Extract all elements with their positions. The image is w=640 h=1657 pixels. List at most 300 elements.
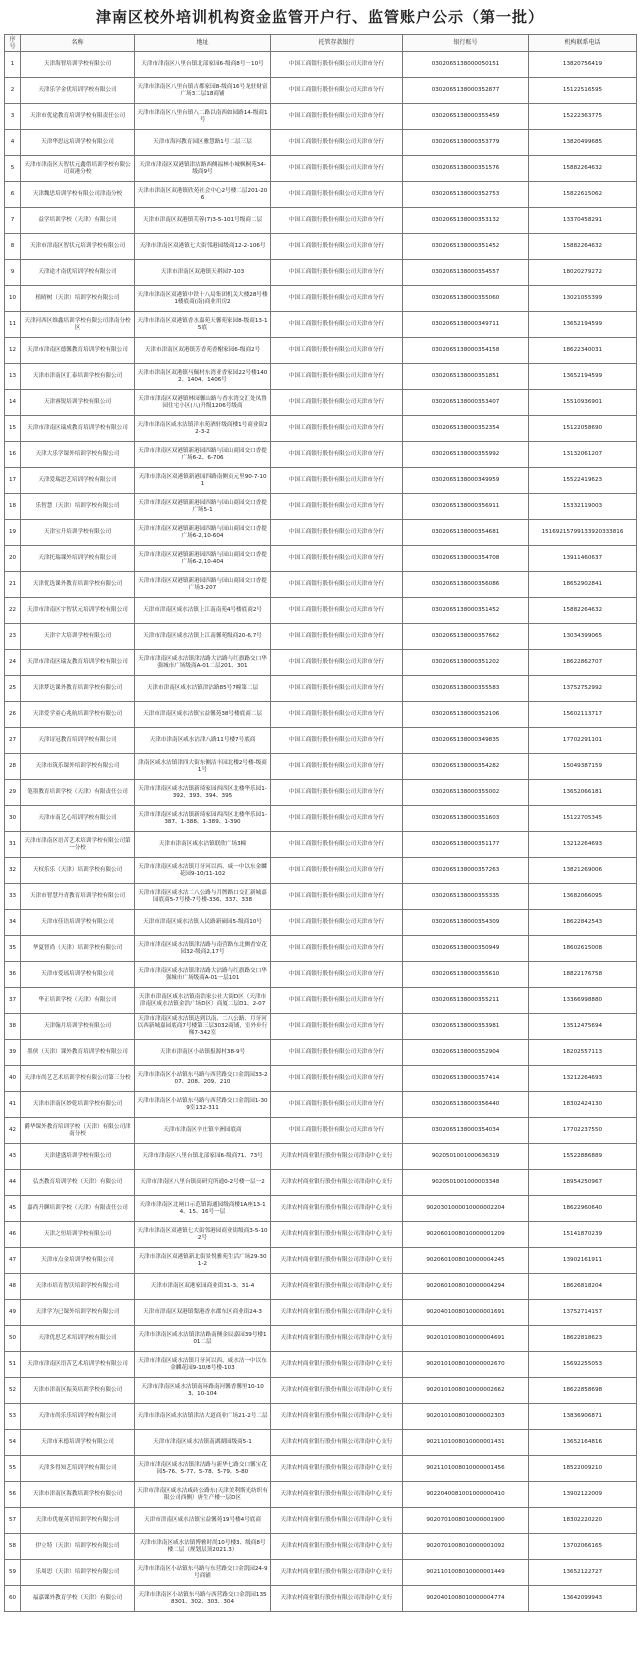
cell-name: 天津市爱瑶培训学校有限公司 [21,962,135,988]
cell-index: 23 [5,624,21,650]
cell-index: 46 [5,1222,21,1248]
cell-index: 52 [5,1378,21,1404]
table-row [5,520,637,546]
cell-name: 天津市津南区汇泰培训学校有限公司 [21,364,135,390]
cell-bank: 中国工商银行股份有限公司天津市分行 [271,1014,403,1040]
cell-address: 天津市津南区双港镇芙蓉(7)3-5-101号级商二层 [135,208,271,234]
cell-account: 0302065138000354557 [403,260,529,286]
cell-name: 天津市津南区海教培训学校有限公司 [21,1482,135,1508]
cell-phone: 13652194599 [529,312,637,338]
cell-account: 0302065138000350949 [403,936,529,962]
cell-bank: 中国工商银行股份有限公司天津市分行 [271,780,403,806]
cell-phone: 13370458291 [529,208,637,234]
cell-account: 9022040081001000000410 [403,1482,529,1508]
cell-name: 天津市智慧丹青教育培训学校有限公司 [21,884,135,910]
cell-address: 天津市津南区咸水沽镇南湖湖园级商5-1 [135,1430,271,1456]
cell-address: 天津市津南区咸水沽津八路11号楼7号底商 [135,728,271,754]
cell-name: 伊立特（天津）培训学校有限公司 [21,1534,135,1560]
cell-phone: 18202557113 [529,1040,637,1066]
cell-name: 天津之恒培训学校有限公司 [21,1222,135,1248]
cell-address: 天津市津南区双港镇新港园四路与园山商园交口香提广场5-1 [135,494,271,520]
cell-account: 0302065138000352904 [403,1040,529,1066]
cell-account: 9020101008010000002670 [403,1352,529,1378]
table-row [5,624,637,650]
cell-bank: 中国工商银行股份有限公司天津市分行 [271,1092,403,1118]
cell-name: 乐智慧（天津）培训学校有限公司 [21,494,135,520]
cell-account: 0302065138000354309 [403,910,529,936]
table-row [5,364,637,390]
cell-account: 9020701008010000001900 [403,1508,529,1534]
cell-address: 天津市津南区双港镇七大街邻港园级商12-2-106号 [135,234,271,260]
table-row [5,1274,637,1300]
cell-address: 天津市津南区咸水沽二八公路与月牌路口交汇新城嘉园底商5-7号楼-7号楼-336、337、338 [135,884,271,910]
table-row [5,650,637,676]
cell-index: 55 [5,1456,21,1482]
table-row [5,1248,637,1274]
cell-account: 0302065138000357263 [403,858,529,884]
cell-account: 0302065138000351177 [403,832,529,858]
cell-address: 天津市津南区咸水沽镇津沽路大沽路与红旗路交口华强城市广场级商A-01二层201、301 [135,650,271,676]
cell-bank: 天津农村商业银行股份有限公司津南中心支行 [271,1404,403,1430]
cell-address: 天津市津南区八里台镇八二路以南西如园路14-级商1号 [135,104,271,130]
cell-index: 54 [5,1430,21,1456]
cell-account: 9020601008010000004294 [403,1274,529,1300]
cell-name: 天津魏思培训学校有限公司津南分校 [21,182,135,208]
table-row [5,208,637,234]
cell-index: 40 [5,1066,21,1092]
cell-address: 天津市津南区八里台镇吉都家园8-级商16号龙驻财富广场3二层18商铺 [135,78,271,104]
cell-phone: 15049387159 [529,754,637,780]
table-row [5,312,637,338]
cell-phone: 18302220220 [529,1508,637,1534]
cell-address: 天津市津南区小站镇东马路与东营路交口金凯园24-9号商铺 [135,1560,271,1586]
cell-account: 9020501001000003348 [403,1170,529,1196]
cell-index: 59 [5,1560,21,1586]
cell-bank: 中国工商银行股份有限公司天津市分行 [271,312,403,338]
cell-account: 0302065138000356086 [403,572,529,598]
cell-address: 天津市津南区双港镇新北街景悦雅苑生活广场29-301-2 [135,1248,271,1274]
cell-bank: 中国工商银行股份有限公司天津市分行 [271,520,403,546]
table-row [5,806,637,832]
cell-bank: 天津农村商业银行股份有限公司津南中心支行 [271,1508,403,1534]
cell-index: 2 [5,78,21,104]
cell-name: 天津市优视英语培训学校有限公司 [21,1508,135,1534]
table-row [5,1196,637,1222]
cell-name: 笔墨教育培训学校（天津）有限责任公司 [21,780,135,806]
cell-phone: 15882264632 [529,598,637,624]
cell-account: 0302065138000351851 [403,364,529,390]
cell-index: 29 [5,780,21,806]
cell-address: 天津市津南区小站镇东马路与西营路交口金凯园33-207、208、209、210 [135,1066,271,1092]
cell-name: 爵华课外教育培训学校（天津）有限公司津南分校 [21,1118,135,1144]
table-row [5,1430,637,1456]
table-row [5,832,637,858]
cell-bank: 中国工商银行股份有限公司天津市分行 [271,988,403,1014]
cell-name: 天津诗冠教育培训学校有限公司 [21,728,135,754]
table-row [5,1040,637,1066]
cell-address: 天津市津南区八里台镇北部家园6-级商8号－10号 [135,52,271,78]
cell-address: 天津市津南区小站镇东马路与西营路交口金凯园1-309室132-311 [135,1092,271,1118]
table-row [5,1300,637,1326]
cell-address: 天津市津南区双港镇香水嘉苑天馨苑家园8-级商13-15底 [135,312,271,338]
cell-name: 天津海智培训学校有限公司 [21,52,135,78]
cell-index: 28 [5,754,21,780]
cell-index: 47 [5,1248,21,1274]
cell-phone: 15122705345 [529,806,637,832]
cell-address: 天津市津南区咸水沽镇人民路新硕园5-级商10号 [135,910,271,936]
cell-bank: 中国工商银行股份有限公司天津市分行 [271,416,403,442]
table-row [5,156,637,182]
cell-name: 华夏智尚（天津）培训学校有限公司 [21,936,135,962]
cell-account: 0302065138000349835 [403,728,529,754]
cell-bank: 中国工商银行股份有限公司天津市分行 [271,1066,403,1092]
header-account: 银行账号 [403,35,529,52]
table-row [5,1144,637,1170]
cell-index: 15 [5,416,21,442]
cell-phone: 13752752992 [529,676,637,702]
cell-account: 9021101008010000001449 [403,1560,529,1586]
cell-bank: 天津农村商业银行股份有限公司津南中心支行 [271,1352,403,1378]
cell-account: 0302065138000355610 [403,962,529,988]
cell-address: 天津市津南区辛庄镇辛洲园底商 [135,1118,271,1144]
cell-index: 58 [5,1534,21,1560]
cell-bank: 中国工商银行股份有限公司天津市分行 [271,338,403,364]
cell-account: 0302065138000354681 [403,520,529,546]
table-row [5,104,637,130]
cell-name: 天津建盛培训学校有限公司 [21,1144,135,1170]
header-index: 序号 [5,35,21,52]
cell-phone: 13652164816 [529,1430,637,1456]
cell-bank: 天津农村商业银行股份有限公司津南中心支行 [271,1560,403,1586]
cell-address: 天津市津南区八里台镇北部家园6-级商71、73号 [135,1144,271,1170]
cell-phone: 13821269006 [529,858,637,884]
cell-address: 天津市津南区咸水沽镇津沽路与南营路东北侧香安花园32-级商2,17号 [135,936,271,962]
cell-address: 天津市津南区小站镇东马路与西营路交口金凯园1358301、302、303、304 [135,1586,271,1612]
table-row [5,598,637,624]
cell-phone: 15602113717 [529,702,637,728]
cell-address: 天津市津南区咸水沽镇月牙河以西、咸一中以东金麟花园9-10/11-102 [135,858,271,884]
header-address: 地址 [135,35,271,52]
cell-phone: 13682066095 [529,884,637,910]
cell-address: 天津市津南区咸水沽镇达到以南、二八公路、月牙河以西新城嘉园底商7号楼第三层3032商铺，室外步行梯7-342室 [135,1014,271,1040]
table-row [5,52,637,78]
cell-account: 0302065138000351452 [403,598,529,624]
cell-account: 0302065138000356911 [403,494,529,520]
cell-account: 0302065138000355211 [403,988,529,1014]
cell-bank: 中国工商银行股份有限公司天津市分行 [271,130,403,156]
cell-phone: 13652122727 [529,1560,637,1586]
cell-index: 22 [5,598,21,624]
cell-address: 天津市津南区咸水沽镇津沽路大沽路与红旗路交口华强城市广场级商A-01一层101 [135,962,271,988]
cell-bank: 天津农村商业银行股份有限公司津南中心支行 [271,1170,403,1196]
cell-phone: 13132061207 [529,442,637,468]
cell-index: 3 [5,104,21,130]
cell-index: 53 [5,1404,21,1430]
cell-phone: 15122516595 [529,78,637,104]
cell-index: 60 [5,1586,21,1612]
cell-index: 42 [5,1118,21,1144]
cell-bank: 中国工商银行股份有限公司天津市分行 [271,728,403,754]
table-row [5,1404,637,1430]
cell-index: 20 [5,546,21,572]
cell-name: 天津途才南优培训学校有限公司 [21,260,135,286]
cell-bank: 中国工商银行股份有限公司天津市分行 [271,260,403,286]
cell-account: 9021101008010000001431 [403,1430,529,1456]
cell-name: 天津市津南区振英培训学校有限公司 [21,1378,135,1404]
cell-account: 0302065138000352753 [403,182,529,208]
cell-index: 39 [5,1040,21,1066]
cell-name: 天津多得知艺培训学校有限公司 [21,1456,135,1482]
cell-phone: 17702291101 [529,728,637,754]
cell-account: 0302065138000351452 [403,234,529,260]
cell-bank: 中国工商银行股份有限公司天津市分行 [271,676,403,702]
cell-index: 41 [5,1092,21,1118]
cell-bank: 天津农村商业银行股份有限公司津南中心支行 [271,1586,403,1612]
cell-bank: 中国工商银行股份有限公司天津市分行 [271,1118,403,1144]
cell-index: 24 [5,650,21,676]
table-row [5,1508,637,1534]
table-row [5,338,637,364]
cell-phone: 15122058690 [529,416,637,442]
table-header-row [5,35,637,52]
table-row [5,572,637,598]
cell-address: 天津市津南区双港镇新港园四路南侧贡元里90-7-101 [135,468,271,494]
table-row [5,182,637,208]
header-bank: 托管存款银行 [271,35,403,52]
cell-bank: 中国工商银行股份有限公司天津市分行 [271,494,403,520]
cell-account: 0302065138000050151 [403,52,529,78]
cell-phone: 18652902841 [529,572,637,598]
cell-account: 0302065138000351603 [403,806,529,832]
cell-index: 31 [5,832,21,858]
cell-bank: 中国工商银行股份有限公司天津市分行 [271,104,403,130]
cell-name: 益学培训学校（天津）有限公司 [21,208,135,234]
cell-phone: 18622340031 [529,338,637,364]
cell-index: 8 [5,234,21,260]
cell-account: 9020501001000636319 [403,1144,529,1170]
cell-phone: 15692255053 [529,1352,637,1378]
cell-phone: 13512475694 [529,1014,637,1040]
cell-index: 56 [5,1482,21,1508]
cell-address: 天津市津南区双港镇天祺园7-103 [135,260,271,286]
cell-account: 9020101008010000002662 [403,1378,529,1404]
cell-index: 9 [5,260,21,286]
cell-phone: 18622862707 [529,650,637,676]
cell-address: 天津市津南区咸水沽镇津沽路南侧金辰嘉园39号楼101二层 [135,1326,271,1352]
cell-name: 弘杰教育培训学校（天津）有限公司 [21,1170,135,1196]
cell-address: 天津市津南区双港镇林园馨山路与香水湾交汇处凤鲁园住宅小区(八)升级1206号级商 [135,390,271,416]
cell-phone: 18602615008 [529,936,637,962]
cell-index: 32 [5,858,21,884]
cell-bank: 天津农村商业银行股份有限公司津南中心支行 [271,1534,403,1560]
cell-phone: 13212264693 [529,1066,637,1092]
cell-phone: 15882264632 [529,234,637,260]
cell-address: 天津市津南区双港镇梨港香水郡东区商业街24-3 [135,1300,271,1326]
cell-name: 华正培训学校（天津）有限公司 [21,988,135,1014]
cell-index: 38 [5,1014,21,1040]
cell-phone: 13911460637 [529,546,637,572]
table-row [5,78,637,104]
cell-name: 天津市南艺心培训学校有限公司 [21,806,135,832]
table-row [5,1534,637,1560]
cell-index: 37 [5,988,21,1014]
cell-bank: 中国工商银行股份有限公司天津市分行 [271,78,403,104]
cell-address: 天津市津南区咸水沽镇新琦家园西四区北楼华乐园1-387、1-388、1-389、1-390 [135,806,271,832]
cell-address: 天津市津南区咸水沽镇宝益馨苑38号楼底商二层 [135,702,271,728]
cell-name: 乐周思（天津）培训学校有限公司 [21,1560,135,1586]
cell-bank: 中国工商银行股份有限公司天津市分行 [271,468,403,494]
table-row [5,702,637,728]
table-row [5,416,637,442]
table-row [5,780,637,806]
cell-account: 0302065138000354708 [403,546,529,572]
cell-account: 9021101008010000001456 [403,1456,529,1482]
cell-name: 天津优选课外教育培训学校有限公司 [21,572,135,598]
table-row [5,468,637,494]
cell-name: 天津睿锐培训学校有限公司 [21,390,135,416]
cell-address: 天津市津南区小站镇报源村38-9号 [135,1040,271,1066]
cell-address: 天津市津南区咸水沽镇博雅时尚10号楼3、级商8号楼二层（规划层顶2021.3） [135,1534,271,1560]
cell-address: 天津市津南区咸水沽镇南浩家公社大街D区（天津市津南区咸水沽镇金浩广场D区）商厦二层D1、2-07 [135,988,271,1014]
cell-phone: 15522886889 [529,1144,637,1170]
cell-bank: 中国工商银行股份有限公司天津市分行 [271,910,403,936]
cell-index: 17 [5,468,21,494]
cell-name: 天津市培育智沃培训学校有限公司 [21,1274,135,1300]
cell-account: 9020401008010000004774 [403,1586,529,1612]
table-row [5,936,637,962]
cell-index: 13 [5,364,21,390]
cell-bank: 中国工商银行股份有限公司天津市分行 [271,572,403,598]
cell-phone: 15822615062 [529,182,637,208]
cell-name: 天津优思艺术培训学校有限公司 [21,1326,135,1352]
cell-address: 津南区咸水沽镇津四大街东侧洁丰园北楼2号楼-级商1号 [135,754,271,780]
cell-index: 26 [5,702,21,728]
cell-account: 0302065138000355002 [403,780,529,806]
cell-phone: 15510936901 [529,390,637,416]
cell-address: 天津市津南区双港镇新港园四路与园山商园交口香提广场6-2,10-404 [135,546,271,572]
cell-bank: 中国工商银行股份有限公司天津市分行 [271,754,403,780]
cell-name: 福嘉课外教育学校（天津）有限公司 [21,1586,135,1612]
cell-bank: 中国工商银行股份有限公司天津市分行 [271,364,403,390]
cell-bank: 天津农村商业银行股份有限公司津南中心支行 [271,1378,403,1404]
cell-name: 墨侠（天津）课外教育培训学校有限公司 [21,1040,135,1066]
cell-phone: 18626818204 [529,1274,637,1300]
table-row [5,1014,637,1040]
cell-index: 43 [5,1144,21,1170]
table-row [5,754,637,780]
cell-account: 0302065138000349711 [403,312,529,338]
cell-name: 天津市禾德培训学校有限公司 [21,1430,135,1456]
cell-phone: 13836906871 [529,1404,637,1430]
cell-index: 34 [5,910,21,936]
cell-phone: 13642099943 [529,1586,637,1612]
cell-phone: 13902161911 [529,1248,637,1274]
cell-name: 天津市津南区天智状元鑫借培训学校有限公司双港分校 [21,156,135,182]
cell-name: 天权乐乐（天津）培训学校有限公司 [21,858,135,884]
cell-address: 天津市津南区八里台镇高研究所通0-2号楼一层一2 [135,1170,271,1196]
cell-name: 天津市津南区瑞友教育培训学校有限公司 [21,650,135,676]
cell-index: 57 [5,1508,21,1534]
cell-index: 48 [5,1274,21,1300]
cell-bank: 天津农村商业银行股份有限公司津南中心支行 [271,1144,403,1170]
cell-bank: 天津农村商业银行股份有限公司津南中心支行 [271,1222,403,1248]
table-row [5,1118,637,1144]
cell-phone: 13902122009 [529,1482,637,1508]
cell-index: 35 [5,936,21,962]
cell-phone: 15141870239 [529,1222,637,1248]
cell-address: 天津市津南区双港镇欣苑社会中心2号楼二层201-206 [135,182,271,208]
cell-phone: 13021055399 [529,286,637,312]
cell-bank: 天津农村商业银行股份有限公司津南中心支行 [271,1326,403,1352]
cell-bank: 中国工商银行股份有限公司天津市分行 [271,962,403,988]
cell-name: 天津宇大培训学校有限公司 [21,624,135,650]
cell-bank: 天津农村商业银行股份有限公司津南中心支行 [271,1248,403,1274]
cell-address: 天津市津南区双港镇新港园四路与园山商园交口香提广场3-207 [135,572,271,598]
cell-account: 9020601008010000001209 [403,1222,529,1248]
cell-account: 9020401008010000001691 [403,1300,529,1326]
cell-phone: 18822176758 [529,962,637,988]
cell-phone: 15522419623 [529,468,637,494]
cell-phone: 13652194599 [529,364,637,390]
cell-phone: 13752714157 [529,1300,637,1326]
cell-name: 天津市津南区妙乾培训学校有限公司 [21,1092,135,1118]
cell-index: 14 [5,390,21,416]
cell-index: 19 [5,520,21,546]
cell-address: 天津市津南区双港镇芳香苑香榭家园6-级商2号 [135,338,271,364]
cell-bank: 中国工商银行股份有限公司天津市分行 [271,650,403,676]
cell-bank: 中国工商银行股份有限公司天津市分行 [271,208,403,234]
cell-address: 天津市津南区咸水沽镇新琦家园西四区北楼华乐园1-392、393、394、395 [135,780,271,806]
cell-account: 0302065138000357662 [403,624,529,650]
table-row [5,728,637,754]
cell-address: 天津市津南区双港家园商业街31-3、31-4 [135,1274,271,1300]
cell-phone: 13820756419 [529,52,637,78]
cell-name: 天津市优途教育培训学校有限责任公司 [21,104,135,130]
cell-name: 天津大乐学课外培训学校有限公司 [21,442,135,468]
cell-name: 天津市尚乐乐培训学校有限公司 [21,1404,135,1430]
cell-name: 天津市津南区宇智状元培训学校有限公司 [21,598,135,624]
cell-bank: 中国工商银行股份有限公司天津市分行 [271,182,403,208]
cell-phone: 15169215799133920333816 [529,520,637,546]
cell-address: 天津市津南区咸水沽镇洋水苑酒轩级商楼1号商业街22-3-2 [135,416,271,442]
cell-bank: 中国工商银行股份有限公司天津市分行 [271,390,403,416]
cell-index: 11 [5,312,21,338]
cell-name: 天津学为已课外培训学校有限公司 [21,1300,135,1326]
cell-name: 天津市津南区语苦艺术培训学校有限公司 [21,1352,135,1378]
cell-bank: 中国工商银行股份有限公司天津市分行 [271,624,403,650]
cell-account: 0302065138000355060 [403,286,529,312]
cell-address: 天津市津南区双港镇马佩村东湾亚香家园22号楼1402、1404、1406号 [135,364,271,390]
table-body [5,52,637,1612]
cell-index: 10 [5,286,21,312]
cell-phone: 18622842543 [529,910,637,936]
cell-bank: 中国工商银行股份有限公司天津市分行 [271,884,403,910]
cell-name: 植晴树（天津）培训学校有限公司 [21,286,135,312]
cell-phone: 18020279272 [529,260,637,286]
cell-bank: 天津农村商业银行股份有限公司津南中心支行 [271,1456,403,1482]
cell-name: 天津市筑乐课外培训学校有限公司 [21,754,135,780]
cell-account: 9020601008010000004245 [403,1248,529,1274]
cell-phone: 15222363775 [529,104,637,130]
header-phone: 机构联系电话 [529,35,637,52]
cell-phone: 18302424130 [529,1092,637,1118]
cell-account: 0302065138000354034 [403,1118,529,1144]
cell-index: 6 [5,182,21,208]
table-row [5,910,637,936]
cell-bank: 天津农村商业银行股份有限公司津南中心支行 [271,1196,403,1222]
table-row [5,546,637,572]
table-row [5,962,637,988]
